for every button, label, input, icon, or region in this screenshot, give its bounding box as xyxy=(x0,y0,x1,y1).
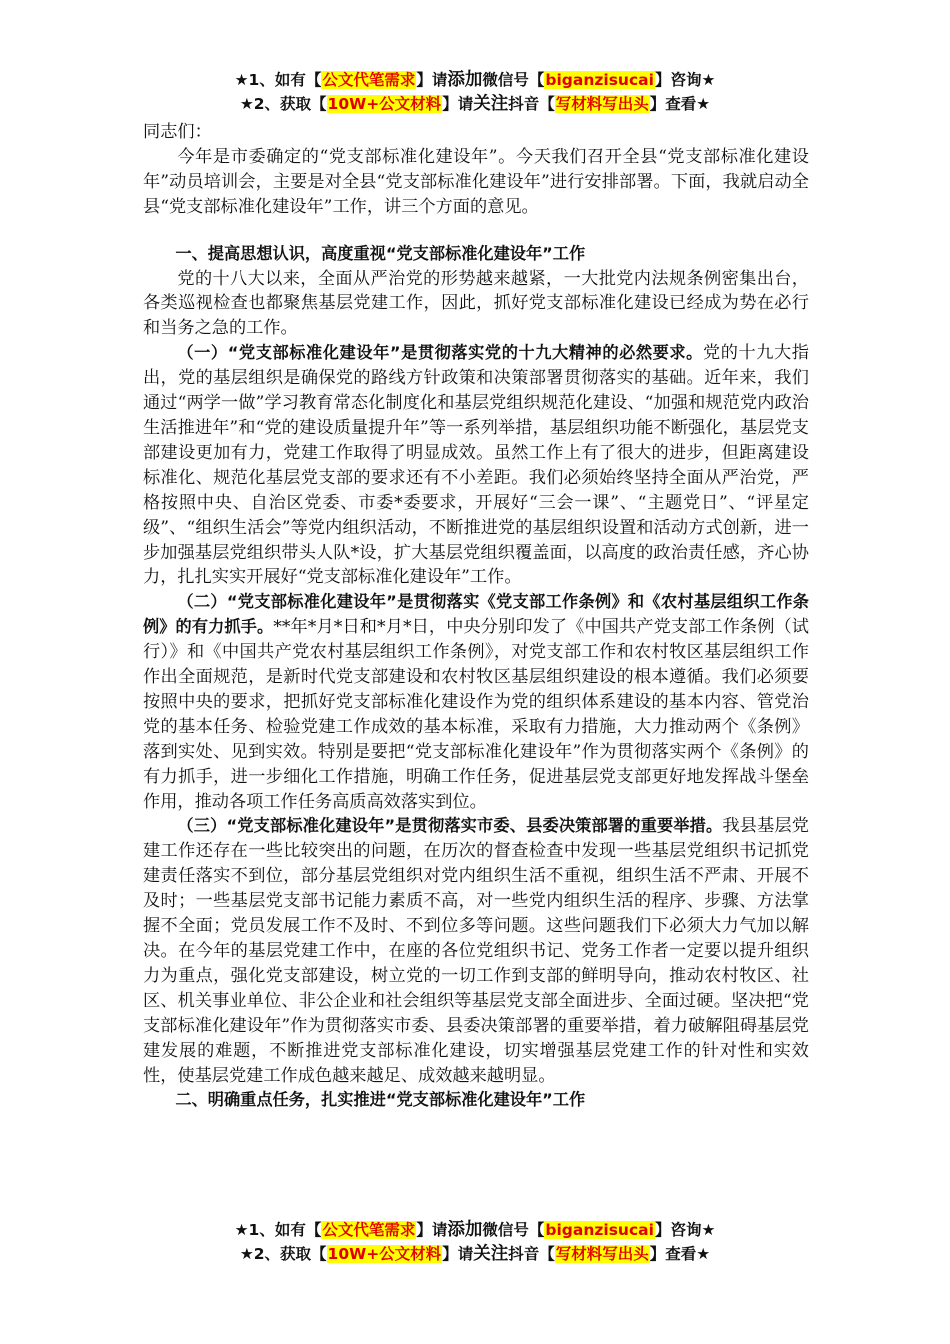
point2-paragraph xyxy=(143,590,809,814)
paragraph-gap xyxy=(143,220,809,242)
point1-paragraph xyxy=(143,341,809,590)
document-body xyxy=(143,120,809,1113)
highlight-text: 公文代笔需求 xyxy=(322,71,416,89)
banner-text: ★1、如有【 xyxy=(234,1221,322,1239)
wechat-id-highlight: biganzisucai xyxy=(545,1221,654,1239)
banner-text: 】请 xyxy=(416,71,448,89)
banner-line-2 xyxy=(0,92,950,116)
section-heading-2: 二、明确重点任务，扎实推进“党支部标准化建设年”工作 xyxy=(175,1090,586,1110)
intro-paragraph: 今年是市委确定的“党支部标准化建设年”。今天我们召开全县“党支部标准化建设年”动员培训会，主要是对全县“党支部标准化建设年”进行安排部署。下面，我就启动全县“党支部标准化建设年”工作，讲三个方面的意见。 xyxy=(143,146,809,217)
banner-text: 微信号【 xyxy=(482,71,545,89)
banner-text: ★1、如有【 xyxy=(234,71,322,89)
point2-title: （二）“党支部标准化建设年”是贯彻落实《党支部工作条例》和《农村基层组织工作条例》的有力抓手。 xyxy=(143,592,809,637)
point3-body: 我县基层党建工作还存在一些比较突出的问题，在历次的督查检查中发现一些基层党组织书记抓党建责任落实不到位，部分基层党组织对党内组织生活不重视，组织生活不严肃、开展不及时；一些基层党支部书记能力素质不高，对一些党内组织生活的程序、步骤、方法掌握不全面；党员发展工作不及时、不到位多等问题。这些问题我们下必须大力气加以解决。在今年的基层党建工作中，在座的各位党组织书记、党务工作者一定要以提升组织力为重点，强化党支部建设，树立党的一切工作到支部的鲜明导向，推动农村牧区、社区、机关事业单位、非公企业和社会组织等基层党支部全面进步、全面过硬。坚决把“党支部标准化建设年”作为贯彻落实市委、县委决策部署的重要举措，着力破解阻碍基层党建发展的难题，不断推进党支部标准化建设，切实增强基层党建工作的针对性和实效性，使基层党建工作成色越来越足、成效越来越明显。 xyxy=(143,816,809,1086)
emphasis-text: 添加 xyxy=(447,1220,483,1240)
banner-text: 抖音【 xyxy=(508,1245,555,1263)
banner-text: ★2、获取【 xyxy=(239,1245,327,1263)
banner-text: 】咨询★ xyxy=(654,1221,716,1239)
emphasis-text: 关注 xyxy=(473,94,509,114)
banner-text: 抖音【 xyxy=(508,95,555,113)
banner-text: 】请 xyxy=(442,95,474,113)
douyin-id-highlight: 写材料写出头 xyxy=(555,95,649,113)
point1-title: （一）“党支部标准化建设年”是贯彻落实党的十九大精神的必然要求。 xyxy=(177,343,703,363)
point3-paragraph xyxy=(143,814,809,1088)
banner-line-2 xyxy=(0,1242,950,1266)
banner-line-1 xyxy=(0,68,950,92)
section1-intro-paragraph: 党的十八大以来，全面从严治党的形势越来越紧，一大批党内法规条例密集出台，各类巡视检查也都聚焦基层党建工作，因此，抓好党支部标准化建设已经成为势在必行和当务之急的工作。 xyxy=(143,268,809,339)
banner-text: ★2、获取【 xyxy=(239,95,327,113)
highlight-text: 10W+公文材料 xyxy=(327,95,442,113)
section-heading-1: 一、提高思想认识，高度重视“党支部标准化建设年”工作 xyxy=(175,243,586,263)
emphasis-text: 关注 xyxy=(473,1244,509,1264)
point2-body: **年*月*日和*月*日，中央分别印发了《中国共产党支部工作条例（试行）》和《中国共产党农村基层组织工作条例》，对党支部工作和农村牧区基层组织工作作出全面规范，是新时代党支部建设和农村牧区基层组织建设的根本遵循。我们必须要按照中央的要求，把抓好党支部标准化建设作为党的组织体系建设的基本内容、管党治党的基本任务、检验党建工作成效的基本标准，采取有力措施，大力推动两个《条例》落到实处、见到实效。特别是要把“党支部标准化建设年”作为贯彻落实两个《条例》的有力抓手，进一步细化工作措施，明确工作任务，促进基层党支部更好地发挥战斗堡垒作用，推动各项工作任务高质高效落实到位。 xyxy=(143,617,809,812)
banner-text: 】请 xyxy=(442,1245,474,1263)
point3-title: （三）“党支部标准化建设年”是贯彻落实市委、县委决策部署的重要举措。 xyxy=(177,816,723,836)
emphasis-text: 添加 xyxy=(447,70,483,90)
highlight-text: 10W+公文材料 xyxy=(327,1245,442,1263)
banner-line-1 xyxy=(0,1218,950,1242)
banner-text: 】查看★ xyxy=(649,1245,711,1263)
banner-text: 】咨询★ xyxy=(654,71,716,89)
wechat-id-highlight: biganzisucai xyxy=(545,71,654,89)
banner-text: 】查看★ xyxy=(649,95,711,113)
douyin-id-highlight: 写材料写出头 xyxy=(555,1245,649,1263)
banner-text: 微信号【 xyxy=(482,1221,545,1239)
bottom-banner xyxy=(0,1218,950,1266)
highlight-text: 公文代笔需求 xyxy=(322,1221,416,1239)
top-banner xyxy=(0,68,950,116)
point1-body: 党的十九大指出，党的基层组织是确保党的路线方针政策和决策部署贯彻落实的基础。近年来，我们通过“两学一做”学习教育常态化制度化和基层党组织规范化建设、“加强和规范党内政治生活推进年”和“党的建设质量提升年”等一系列举措，基层组织功能不断强化，基层党支部建设更加有力，党建工作取得了明显成效。虽然工作上有了很大的进步，但距离建设标准化、规范化基层党支部的要求还有不小差距。我们必须始终坚持全面从严治党，严格按照中央、自治区党委、市委*委要求，开展好“三会一课”、“主题党日”、“评星定级”、“组织生活会”等党内组织活动，不断推进党的基层组织设置和活动方式创新，进一步加强基层党组织带头人队*设，扩大基层党组织覆盖面，以高度的政治责任感，齐心协力，扎扎实实开展好“党支部标准化建设年”工作。 xyxy=(143,343,809,588)
salutation: 同志们： xyxy=(143,122,212,142)
banner-text: 】请 xyxy=(416,1221,448,1239)
